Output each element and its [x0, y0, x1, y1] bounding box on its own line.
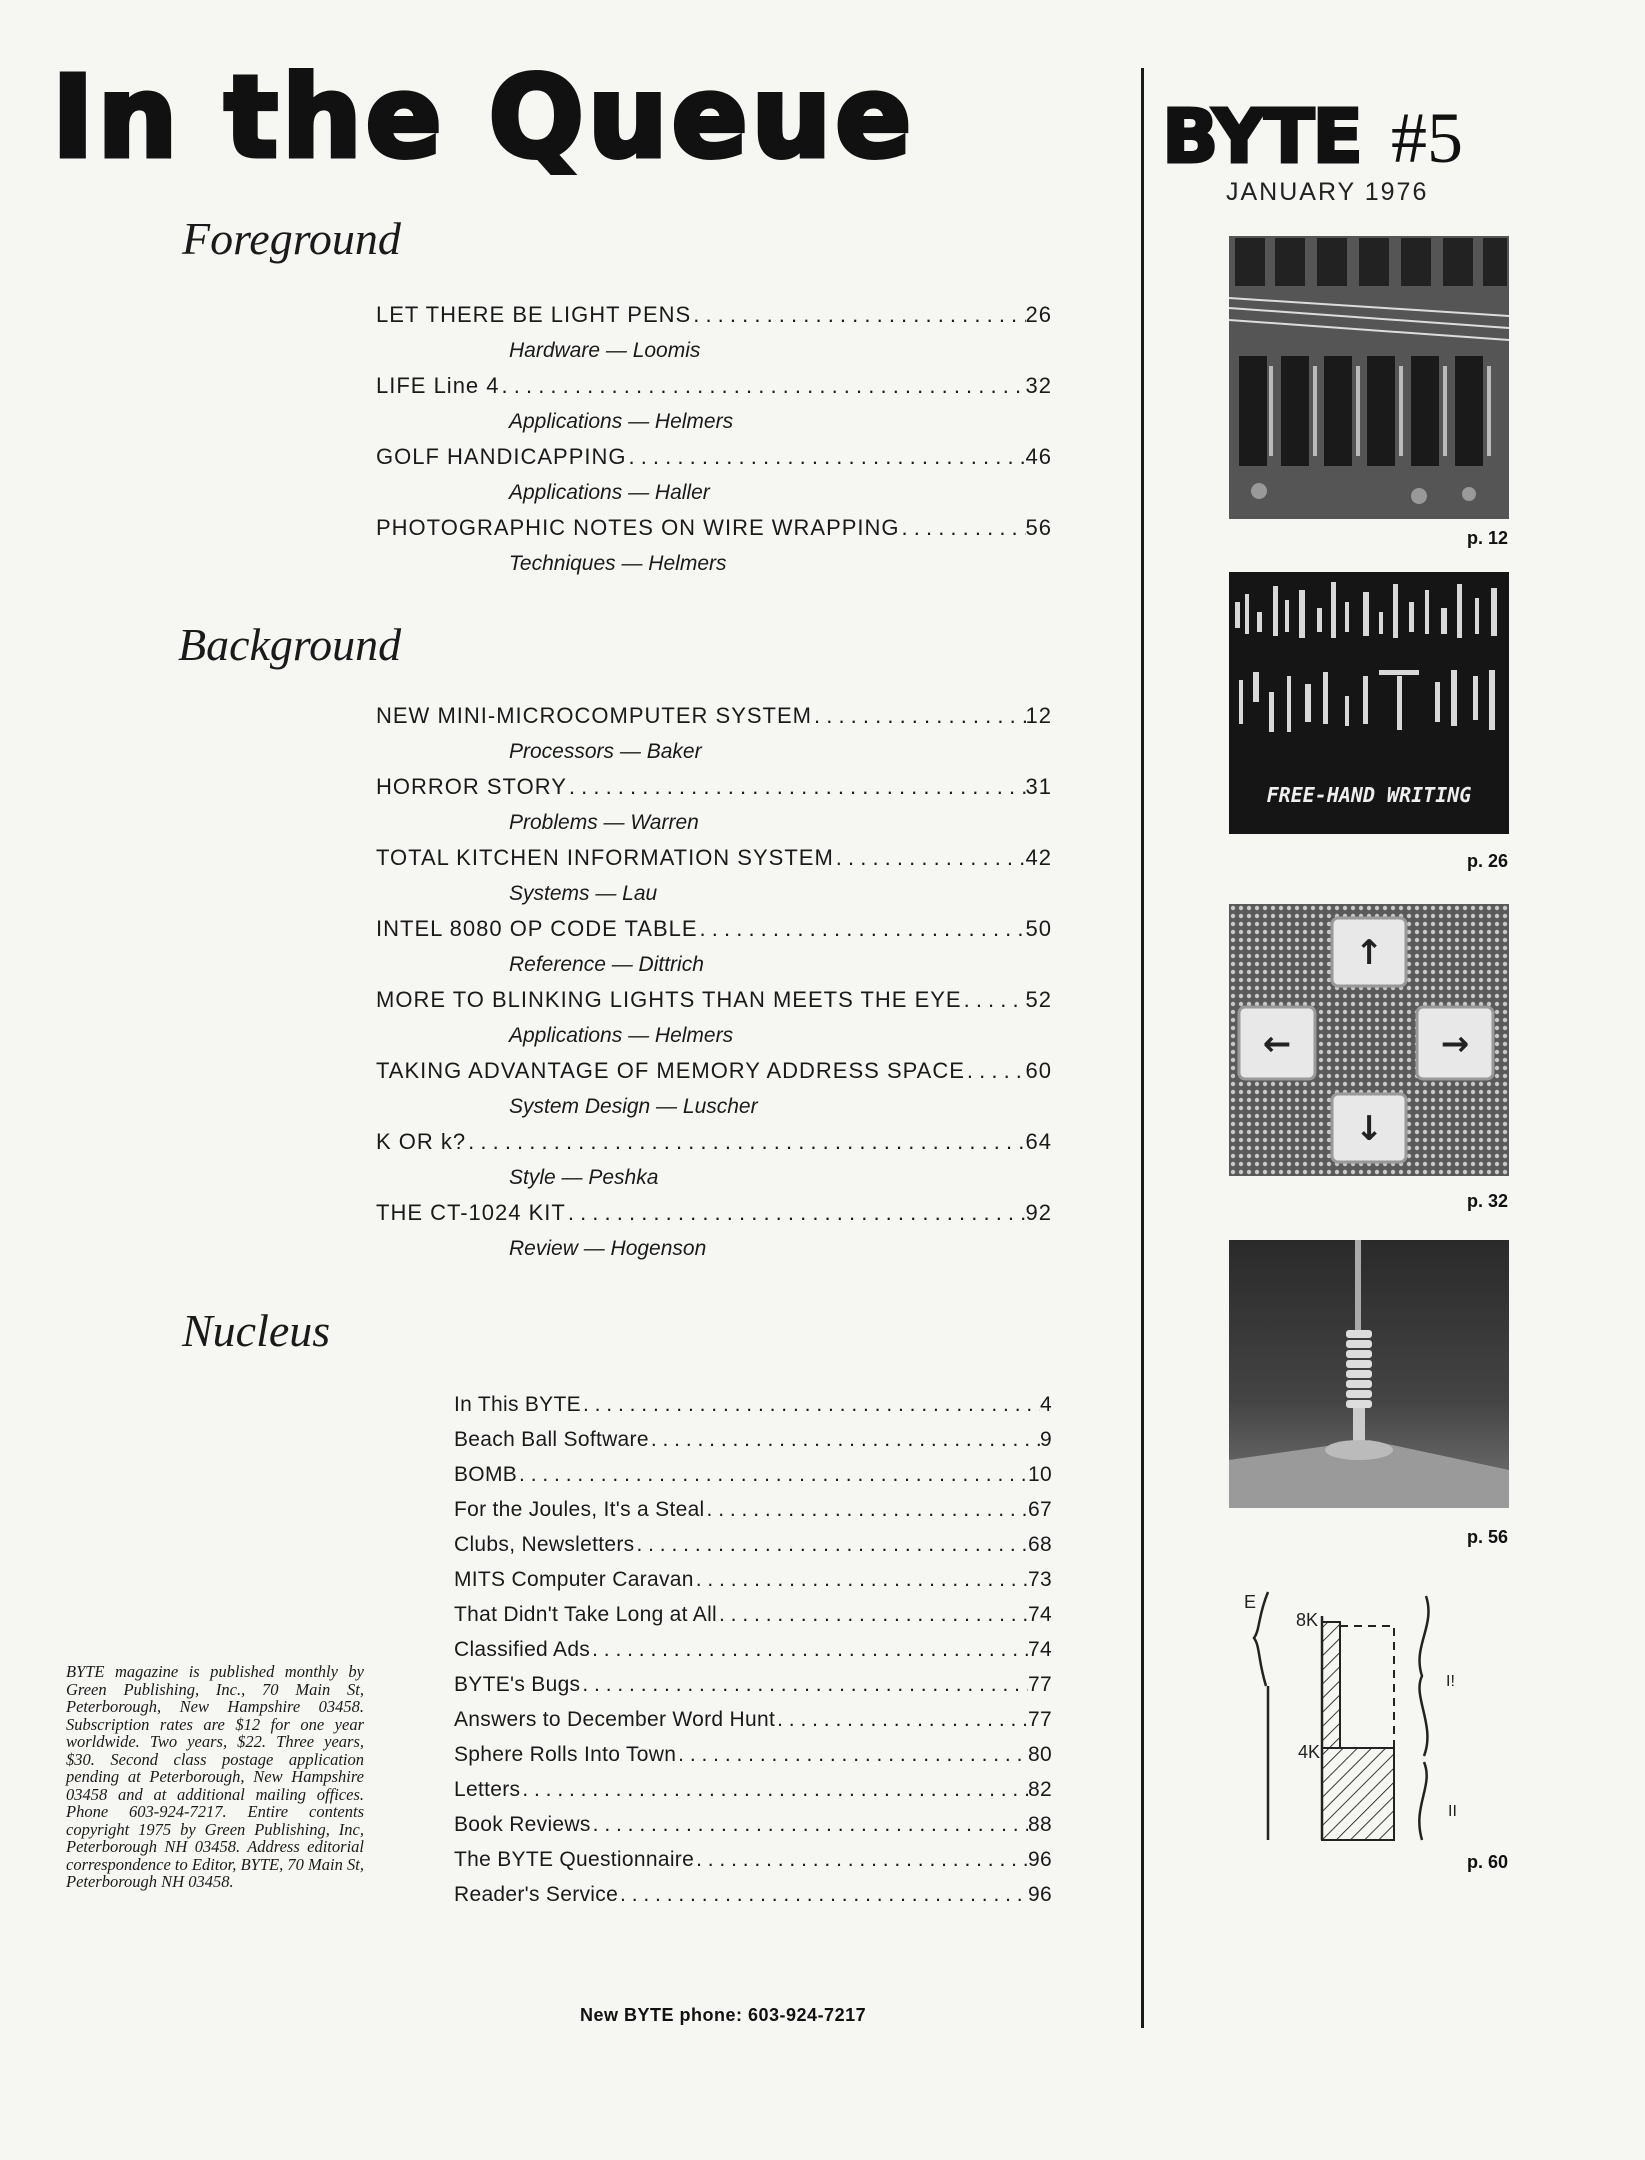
dot-leader	[694, 1845, 1028, 1875]
entry-page: 82	[1028, 1778, 1052, 1801]
entry-title: Reader's Service	[454, 1883, 619, 1906]
entry-page: 10	[1028, 1463, 1052, 1486]
entry-title: THE CT-1024 KIT	[376, 1200, 566, 1225]
toc-entry[interactable]	[376, 1127, 1052, 1193]
entry-page: 96	[1028, 1848, 1052, 1871]
thumbnail-caption: p. 26	[1466, 851, 1508, 871]
entry-title: Answers to December Word Hunt	[454, 1708, 776, 1731]
entry-page: 50	[1025, 916, 1052, 941]
diagram-label-lower-right: II	[1448, 1803, 1457, 1820]
issue-header	[1162, 92, 1463, 182]
toc-entry[interactable]	[376, 1198, 1052, 1264]
entry-subtitle: Applications — Haller	[509, 481, 710, 504]
dot-leader	[520, 1775, 1028, 1805]
dot-leader	[649, 1425, 1040, 1455]
entry-page: 31	[1025, 774, 1052, 799]
entry-subtitle: Hardware — Loomis	[509, 339, 701, 362]
entry-title: MORE TO BLINKING LIGHTS THAN MEETS THE EYE	[376, 987, 962, 1012]
entry-page: 52	[1025, 987, 1052, 1012]
dot-leader	[834, 843, 1026, 873]
right-arrow-icon: →	[1440, 1024, 1470, 1064]
toc-entry[interactable]	[376, 914, 1052, 980]
entry-subtitle: Reference — Dittrich	[509, 953, 704, 976]
memory-address-diagram	[1236, 1586, 1496, 1850]
circuit-board-photo	[1229, 236, 1509, 519]
dot-leader	[812, 701, 1026, 731]
toc-entry[interactable]	[376, 1056, 1052, 1122]
entry-title: LET THERE BE LIGHT PENS	[376, 302, 692, 327]
dot-leader	[634, 1530, 1028, 1560]
toc-entry[interactable]	[376, 985, 1052, 1051]
dot-leader	[717, 1600, 1028, 1630]
entry-page: 9	[1040, 1428, 1052, 1451]
entry-title: NEW MINI-MICROCOMPUTER SYSTEM	[376, 703, 812, 728]
dot-leader	[965, 1056, 1026, 1086]
toc-entry[interactable]	[376, 843, 1052, 909]
toc-entry[interactable]	[454, 1600, 1052, 1630]
byte-logo: BYTE	[1162, 94, 1361, 180]
free-hand-writing-display-photo	[1229, 572, 1509, 834]
up-arrow-icon: ↑	[1354, 933, 1384, 973]
entry-title: BOMB	[454, 1463, 518, 1486]
dot-leader	[590, 1635, 1028, 1665]
entry-page: 77	[1028, 1708, 1052, 1731]
entry-subtitle: Systems — Lau	[509, 882, 658, 905]
entry-page: 74	[1028, 1603, 1052, 1626]
entry-title: In This BYTE	[454, 1393, 581, 1416]
publisher-note: BYTE magazine is published monthly by Green Publishing, Inc., 70 Main St, Peterborough, New Hampshire 03458. Subscription rates are $12 for one year worldwide. Two years, $22. Three years, $30. Second class postage application pending at Peterborough, New Hampshire 03458 and at additional mailing offices. Phone 603-924-7217. Entire contents copyright 1975 by Green Publishing, Inc, Peterborough NH 03458. Address editorial correspondence to Editor, BYTE, 70 Main St, Peterborough NH 03458.	[66, 1662, 364, 1891]
dot-leader	[566, 1198, 1026, 1228]
entry-subtitle: Processors — Baker	[509, 740, 702, 763]
toc-entry[interactable]	[376, 442, 1052, 508]
down-arrow-icon: ↓	[1354, 1109, 1384, 1149]
dot-leader	[775, 1705, 1028, 1735]
diagram-label-upper-right: I!	[1446, 1673, 1455, 1690]
entry-page: 68	[1028, 1533, 1052, 1556]
section-heading-foreground: Foreground	[182, 213, 401, 264]
toc-entry[interactable]	[454, 1775, 1052, 1805]
entry-title: That Didn't Take Long at All	[454, 1603, 718, 1626]
dot-leader	[500, 371, 1026, 401]
toc-entry[interactable]	[454, 1880, 1052, 1910]
entry-title: BYTE's Bugs	[454, 1673, 581, 1696]
entry-subtitle: Style — Peshka	[509, 1166, 659, 1189]
toc-entry[interactable]	[454, 1635, 1052, 1665]
entry-page: 26	[1025, 302, 1052, 327]
entry-subtitle: Applications — Helmers	[509, 1024, 734, 1047]
entry-title: Clubs, Newsletters	[454, 1533, 635, 1556]
dot-leader	[900, 513, 1026, 543]
toc-entry[interactable]	[454, 1810, 1052, 1840]
entry-title: INTEL 8080 OP CODE TABLE	[376, 916, 698, 941]
toc-entry[interactable]	[454, 1670, 1052, 1700]
dot-leader	[517, 1460, 1028, 1490]
entry-title: Book Reviews	[454, 1813, 591, 1836]
diagram-label-8k: 8K	[1296, 1610, 1319, 1630]
toc-entry[interactable]	[376, 300, 1052, 366]
entry-page: 67	[1028, 1498, 1052, 1521]
entry-page: 92	[1025, 1200, 1052, 1225]
entry-title: TOTAL KITCHEN INFORMATION SYSTEM	[376, 845, 834, 870]
toc-entry[interactable]	[454, 1740, 1052, 1770]
entry-page: 88	[1028, 1813, 1052, 1836]
dot-leader	[698, 914, 1026, 944]
thumbnail-caption: p. 56	[1466, 1527, 1508, 1547]
entry-page: 4	[1040, 1393, 1052, 1416]
diagram-label-e: E	[1244, 1592, 1257, 1612]
entry-page: 46	[1025, 444, 1052, 469]
entry-page: 77	[1028, 1673, 1052, 1696]
thumbnail-caption: p. 60	[1466, 1852, 1508, 1872]
entry-page: 42	[1025, 845, 1052, 870]
phone-note: New BYTE phone: 603-924-7217	[580, 2005, 867, 2025]
issue-date: JANUARY 1976	[1226, 178, 1429, 206]
entry-page: 80	[1028, 1743, 1052, 1766]
wire-wrap-post-photo	[1229, 1240, 1509, 1508]
dot-leader	[676, 1740, 1028, 1770]
entry-page: 74	[1028, 1638, 1052, 1661]
toc-entry[interactable]	[454, 1390, 1052, 1420]
dot-leader	[591, 1810, 1028, 1840]
entry-title: LIFE Line 4	[376, 373, 500, 398]
toc-entry[interactable]	[376, 772, 1052, 838]
entry-subtitle: Problems — Warren	[509, 811, 699, 834]
dot-leader	[466, 1127, 1025, 1157]
dot-leader	[618, 1880, 1028, 1910]
toc-entry[interactable]	[454, 1495, 1052, 1525]
section-heading-background: Background	[178, 619, 402, 670]
entry-page: 12	[1025, 703, 1052, 728]
display-overlay-text: FREE-HAND WRITING	[1266, 783, 1472, 807]
entry-title: TAKING ADVANTAGE OF MEMORY ADDRESS SPACE	[376, 1058, 965, 1083]
entry-title: For the Joules, It's a Steal	[454, 1498, 705, 1521]
thumbnail-caption: p. 32	[1466, 1191, 1508, 1211]
entry-subtitle: Applications — Helmers	[509, 410, 734, 433]
toc-entry[interactable]	[376, 371, 1052, 437]
entry-page: 32	[1025, 373, 1052, 398]
entry-page: 56	[1025, 515, 1052, 540]
toc-entry[interactable]	[454, 1705, 1052, 1735]
entry-page: 96	[1028, 1883, 1052, 1906]
toc-entry[interactable]	[376, 513, 1052, 579]
left-arrow-icon: ←	[1262, 1024, 1292, 1064]
entry-page: 60	[1025, 1058, 1052, 1083]
dot-leader	[691, 300, 1025, 330]
entry-title: HORROR STORY	[376, 774, 567, 799]
entry-title: MITS Computer Caravan	[454, 1568, 694, 1591]
toc-entry[interactable]	[454, 1530, 1052, 1560]
entry-page: 64	[1025, 1129, 1052, 1154]
toc-entry[interactable]	[454, 1565, 1052, 1595]
toc-entry[interactable]	[454, 1425, 1052, 1455]
entry-title: The BYTE Questionnaire	[454, 1848, 695, 1871]
toc-entry[interactable]	[454, 1845, 1052, 1875]
dot-leader	[580, 1670, 1028, 1700]
diagram-label-4k: 4K	[1298, 1742, 1321, 1762]
dot-leader	[694, 1565, 1028, 1595]
dot-leader	[567, 772, 1026, 802]
column-divider	[1141, 68, 1144, 2028]
entry-subtitle: System Design — Luscher	[509, 1095, 758, 1118]
entry-title: Sphere Rolls Into Town	[454, 1743, 677, 1766]
dot-leader	[626, 442, 1025, 472]
entry-title: PHOTOGRAPHIC NOTES ON WIRE WRAPPING	[376, 515, 900, 540]
entry-title: GOLF HANDICAPPING	[376, 444, 627, 469]
entry-title: Beach Ball Software	[454, 1428, 649, 1451]
dot-leader	[581, 1390, 1040, 1420]
arrow-keys-photo	[1229, 904, 1509, 1176]
entry-page: 73	[1028, 1568, 1052, 1591]
entry-subtitle: Review — Hogenson	[509, 1237, 707, 1260]
entry-title: Letters	[454, 1778, 521, 1801]
toc-entry[interactable]	[376, 701, 1052, 767]
issue-number: #5	[1390, 98, 1463, 178]
section-heading-nucleus: Nucleus	[182, 1305, 331, 1356]
toc-entry[interactable]	[454, 1460, 1052, 1490]
dot-leader	[705, 1495, 1029, 1525]
thumbnail-caption: p. 12	[1466, 528, 1508, 548]
entry-title: Classified Ads	[454, 1638, 591, 1661]
entry-subtitle: Techniques — Helmers	[509, 552, 727, 575]
entry-title: K OR k?	[376, 1129, 467, 1154]
page-title: In the Queue	[52, 53, 916, 183]
dot-leader	[962, 985, 1026, 1015]
